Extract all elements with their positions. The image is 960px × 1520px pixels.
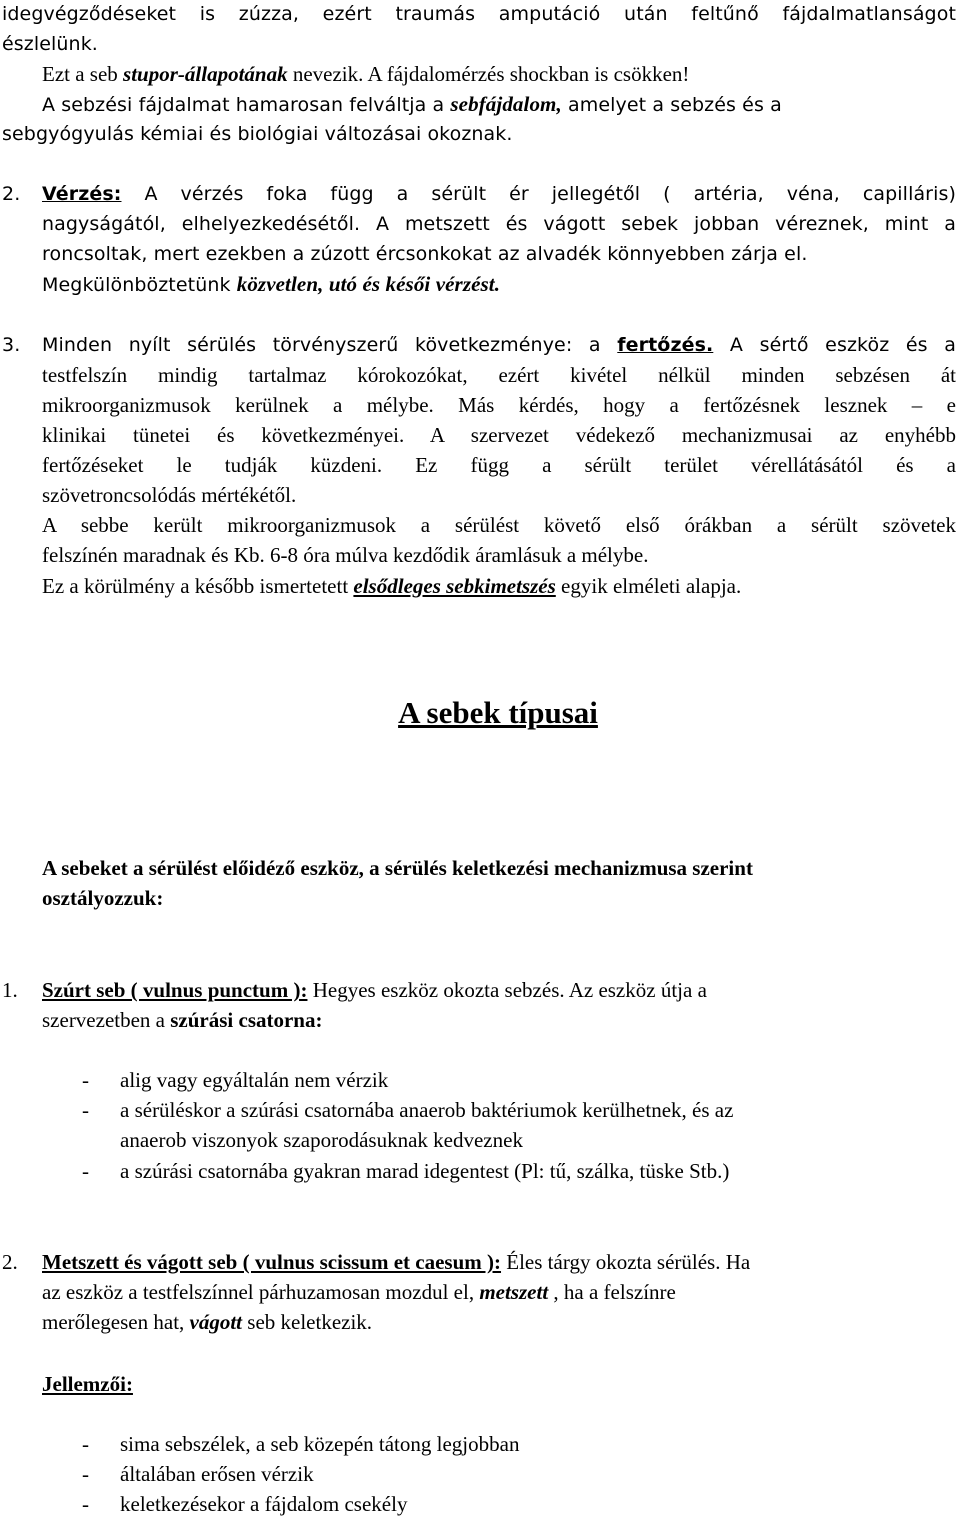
text-span: nevezik. A fájdalomérzés shockban is csökken! [287, 62, 690, 86]
text-span: az eszköz a testfelszínnel párhuzamosan mozdul el, [42, 1280, 480, 1304]
text-line [42, 210, 956, 238]
text-line: roncsoltak, mert ezekben a zúzott ércsonkokat az alvadék könnyebben zárja el. [42, 243, 808, 265]
text-span: A sebzési fájdalmat hamarosan felváltja a [42, 94, 451, 116]
list-number: 3. [2, 334, 21, 356]
list-item: általában erősen vérzik [120, 1462, 314, 1486]
section-heading: Szúrt seb ( vulnus punctum ): [42, 978, 308, 1002]
text-span: merőlegesen hat, [42, 1310, 190, 1334]
emphasis: sebfájdalom, [450, 92, 562, 116]
section-title: A sebek típusai [398, 695, 598, 730]
bullet-dash: - [82, 1432, 89, 1456]
text-span: seb keletkezik. [242, 1310, 373, 1334]
text-span: Hegyes eszköz okozta sebzés. Az eszköz útja a [307, 978, 707, 1002]
list-item: keletkezésekor a fájdalom csekély [120, 1492, 408, 1516]
text-line: testfelszín mindig tartalmaz kórokozókat, ezért kivétel nélkül minden sebzésen át [42, 363, 956, 387]
emphasis: vágott [189, 1310, 243, 1334]
features-heading: Jellemzői: [42, 1372, 133, 1396]
text-line [42, 331, 956, 359]
text-line: szövetroncsolódás mértékétől. [42, 483, 297, 507]
text-span: Éles tárgy okozta sérülés. Ha [501, 1250, 751, 1274]
text-span: , ha a felszínre [548, 1280, 676, 1304]
list-number: 2. [2, 1250, 18, 1274]
text-span: A metszett és vágott sebek jobban véreznek, mint a [360, 213, 956, 235]
text-span: Ezt a seb [42, 62, 124, 86]
text-span: amelyet a sebzés és a [561, 94, 782, 116]
intro-line: A sebeket a sérülést előidéző eszköz, a sérülés keletkezési mechanizmusa szerint [42, 856, 753, 880]
section-heading: Vérzés: [42, 183, 122, 205]
text-line: klinikai tünetei és következményei. A szervezet védekező mechanizmusai az enyhébb [42, 423, 956, 447]
list-number: 1. [2, 978, 18, 1002]
list-item: sima sebszélek, a seb közepén tátong legjobban [120, 1432, 520, 1456]
emphasis: szúrási csatorna: [170, 1008, 323, 1032]
emphasis: közvetlen, utó és késői vérzést. [236, 272, 501, 296]
list-item: a sérüléskor a szúrási csatornába anaerob baktériumok kerülhetnek, és az [120, 1098, 734, 1122]
text-line: észlelünk. [2, 33, 98, 55]
intro-line: osztályozzuk: [42, 886, 164, 910]
text-span: szervezetben a [42, 1008, 171, 1032]
bullet-dash: - [82, 1098, 89, 1122]
text-line [42, 60, 689, 88]
emphasis: stupor-állapotának [123, 62, 288, 86]
emphasis: metszett [479, 1280, 549, 1304]
section-heading: Metszett és vágott seb ( vulnus scissum et caesum ): [42, 1250, 502, 1274]
text-span: Ez a körülmény a később ismertetett [42, 574, 354, 598]
bullet-dash: - [82, 1068, 89, 1092]
list-item: alig vagy egyáltalán nem vérzik [120, 1068, 389, 1092]
text-span: A vérzés foka függ a sérült ér jellegétől ( artéria, véna, capilláris) [121, 183, 956, 205]
text-span: egyik elméleti alapja. [555, 574, 742, 598]
text-line [42, 1006, 322, 1034]
text-line: idegvégződéseket is zúzza, ezért traumás amputáció után feltűnő fájdalmatlanságot [2, 3, 956, 25]
text-span: Megkülönböztetünk [42, 274, 237, 296]
list-item-continuation: anaerob viszonyok szaporodásuknak kedveznek [120, 1128, 523, 1152]
emphasis: fertőzés. [617, 334, 714, 356]
list-item: a szúrási csatornába gyakran marad idegentest (Pl: tű, szálka, tüske Stb.) [120, 1159, 730, 1183]
bullet-dash: - [82, 1462, 89, 1486]
text-line [42, 90, 782, 119]
text-line [42, 976, 707, 1004]
text-line [42, 180, 956, 208]
text-span: A sértő eszköz és a [713, 334, 956, 356]
text-line: felszínén maradnak és Kb. 6-8 óra múlva kezdődik áramlásuk a mélybe. [42, 543, 649, 567]
text-line [42, 1248, 750, 1276]
text-span: nagyságától, elhelyezkedésétől. [42, 213, 361, 235]
text-line [42, 1278, 676, 1306]
list-number: 2. [2, 183, 21, 205]
text-line [42, 270, 500, 299]
bullet-dash: - [82, 1492, 89, 1516]
emphasis: elsődleges sebkimetszés [353, 574, 556, 598]
text-line: sebgyógyulás kémiai és biológiai változásai okoznak. [2, 123, 513, 145]
text-line: mikroorganizmusok kerülnek a mélybe. Más kérdés, hogy a fertőzésnek lesznek – e [42, 393, 956, 417]
text-line: A sebbe került mikroorganizmusok a sérülést követő első órákban a sérült szövetek [42, 513, 956, 537]
text-line [42, 1308, 372, 1336]
bullet-dash: - [82, 1159, 89, 1183]
text-line [42, 572, 741, 600]
text-line: fertőzéseket le tudják küzdeni. Ez függ a sérült terület vérellátásától és a [42, 453, 956, 477]
text-span: Minden nyílt sérülés törvényszerű következménye: a [42, 334, 618, 356]
